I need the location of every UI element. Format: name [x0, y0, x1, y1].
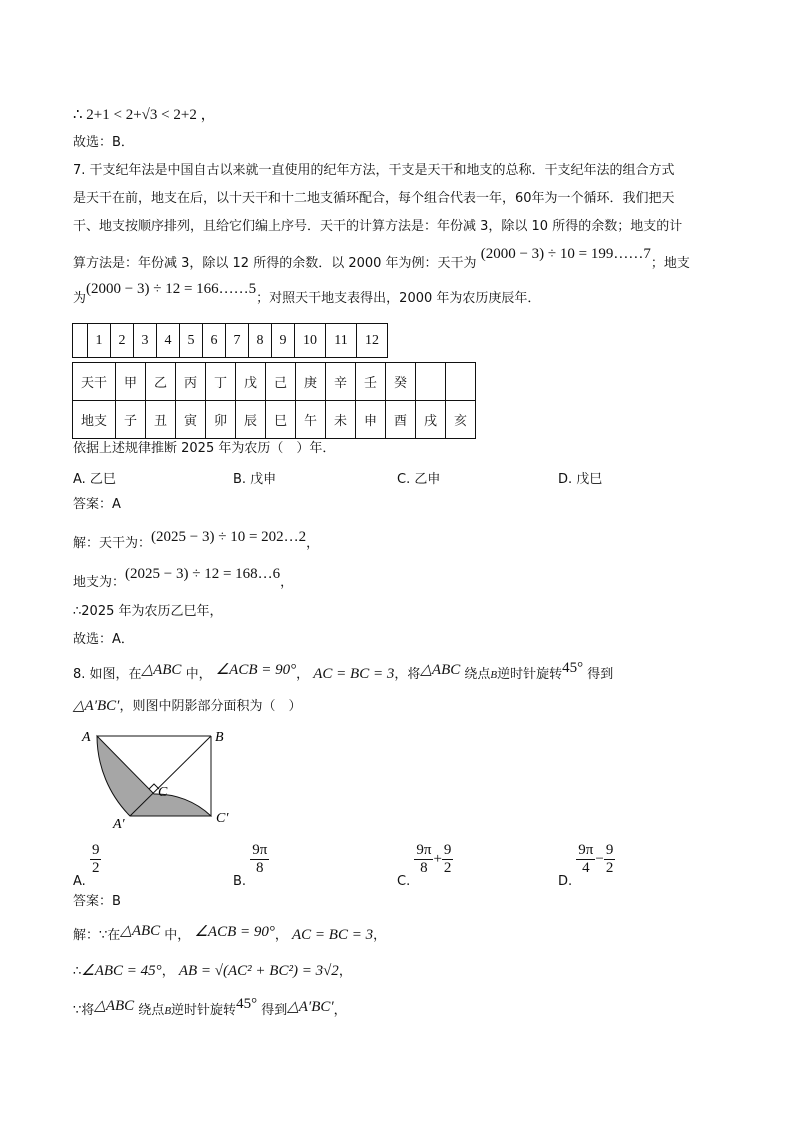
q8-option-a[interactable]: A. $\frac{9}{2}$	[73, 842, 100, 889]
table-cell: 9	[272, 324, 295, 358]
table-cell: 7	[226, 324, 249, 358]
table-cell: 天干	[73, 363, 116, 401]
q7-line: 7. 干支纪年法是中国自古以来就一直使用的纪年方法，干支是天干和地支的总称．干支纪年法的组合方式	[73, 163, 675, 178]
q8-answer: 答案：B	[73, 894, 121, 909]
q7-option-b[interactable]: B. 戊申	[233, 472, 277, 487]
q8-solution: ∴∠ABC = 45°， AB = √(AC² + BC²) = 3√2，	[73, 963, 352, 979]
q7-line: 干、地支按顺序排列，且给它们编上序号．天干的计算方法是：年份减 3，除以 10 所得的余数；地支的计	[73, 219, 683, 234]
q8-option-b[interactable]: B. $\frac{9\pi}{8}$	[233, 842, 268, 889]
table-cell: 10	[295, 324, 326, 358]
table-cell: 乙	[146, 363, 176, 401]
prev-answer: 故选：B．	[73, 135, 134, 150]
label-a: A	[82, 730, 91, 745]
label-a-prime: A′	[113, 817, 125, 832]
table-cell: 申	[356, 401, 386, 439]
q7-line: 算方法是：年份减 3，除以 12 所得的余数．以 2000 年为例：天干为 (2000 − 3) ÷ 10 = 199……7；地支	[73, 246, 690, 271]
table-cell: 子	[116, 401, 146, 439]
q7-solution: 解：天干为：(2025 − 3) ÷ 10 = 202…2，	[73, 529, 320, 551]
label-c: C	[158, 785, 168, 800]
shaded-region	[97, 736, 211, 816]
q8-option-d[interactable]: D. $\frac{9\pi}{4}$ − $\frac{9}{2}$	[558, 842, 614, 889]
label-b: B	[215, 730, 224, 745]
q7-solution: 地支为：(2025 − 3) ÷ 12 = 168…6，	[73, 566, 294, 590]
table-cell: 己	[266, 363, 296, 401]
q8-solution: ∵将△ABC 绕点B逆时针旋转45° 得到△A′BC′，	[73, 996, 347, 1018]
table-cell: 丙	[176, 363, 206, 401]
table-cell: 巳	[266, 401, 296, 439]
table-cell: 未	[326, 401, 356, 439]
q7-line: 为(2000 − 3) ÷ 12 = 166……5；对照天干地支表得出，2000 年为农历庚辰年．	[73, 281, 541, 306]
table-cell: 2	[111, 324, 134, 358]
table-cell: 午	[296, 401, 326, 439]
q8-stem: △A′BC′，则图中阴影部分面积为（ ）	[73, 698, 302, 714]
table-cell: 3	[134, 324, 157, 358]
q8-stem: 8. 如图，在△ABC 中， ∠ACB = 90°， AC = BC = 3，将△ABC 绕点B逆时针旋转45° 得到	[73, 660, 614, 682]
q8-option-c[interactable]: C. $\frac{9\pi}{8}$ + $\frac{9}{2}$	[397, 842, 452, 889]
table-cell: 地支	[73, 401, 116, 439]
table-cell: 戊	[236, 363, 266, 401]
table-cell: 辰	[236, 401, 266, 439]
table-cell: 丁	[206, 363, 236, 401]
table-cell: 1	[88, 324, 111, 358]
label-c-prime: C′	[216, 811, 229, 826]
q7-option-c[interactable]: C. 乙申	[397, 472, 441, 487]
table-cell: 酉	[386, 401, 416, 439]
table-cell: 卯	[206, 401, 236, 439]
q7-option-d[interactable]: D. 戊巳	[558, 472, 603, 487]
table-cell: 寅	[176, 401, 206, 439]
table-cell: 5	[180, 324, 203, 358]
q7-answer: 答案：A	[73, 497, 121, 512]
q7-solution: 故选：A．	[73, 632, 134, 647]
table-cell: 甲	[116, 363, 146, 401]
table-cell: 11	[326, 324, 357, 358]
table-cell: 丑	[146, 401, 176, 439]
q7-option-a[interactable]: A. 乙巳	[73, 472, 116, 487]
table-cell: 壬	[356, 363, 386, 401]
q7-line: 是天干在前，地支在后，以十天干和十二地支循环配合，每个组合代表一年，60年为一个循环．我们把天	[73, 191, 675, 206]
table-cell: 8	[249, 324, 272, 358]
prev-conclusion: ∴ 2+1 < 2+√3 < 2+2 ，	[73, 107, 216, 123]
table-cell: 戌	[416, 401, 446, 439]
table-cell: 亥	[446, 401, 476, 439]
table-cell: 4	[157, 324, 180, 358]
table-cell: 辛	[326, 363, 356, 401]
q7-question: 依据上述规律推断 2025 年为农历（ ）年．	[73, 441, 336, 456]
q8-solution: 解：∵在△ABC 中， ∠ACB = 90°， AC = BC = 3，	[73, 923, 387, 943]
table-cell: 癸	[386, 363, 416, 401]
table-cell: 12	[357, 324, 388, 358]
table-cell: 6	[203, 324, 226, 358]
q7-solution: ∴2025 年为农历乙巳年，	[73, 604, 223, 619]
table-cell: 庚	[296, 363, 326, 401]
